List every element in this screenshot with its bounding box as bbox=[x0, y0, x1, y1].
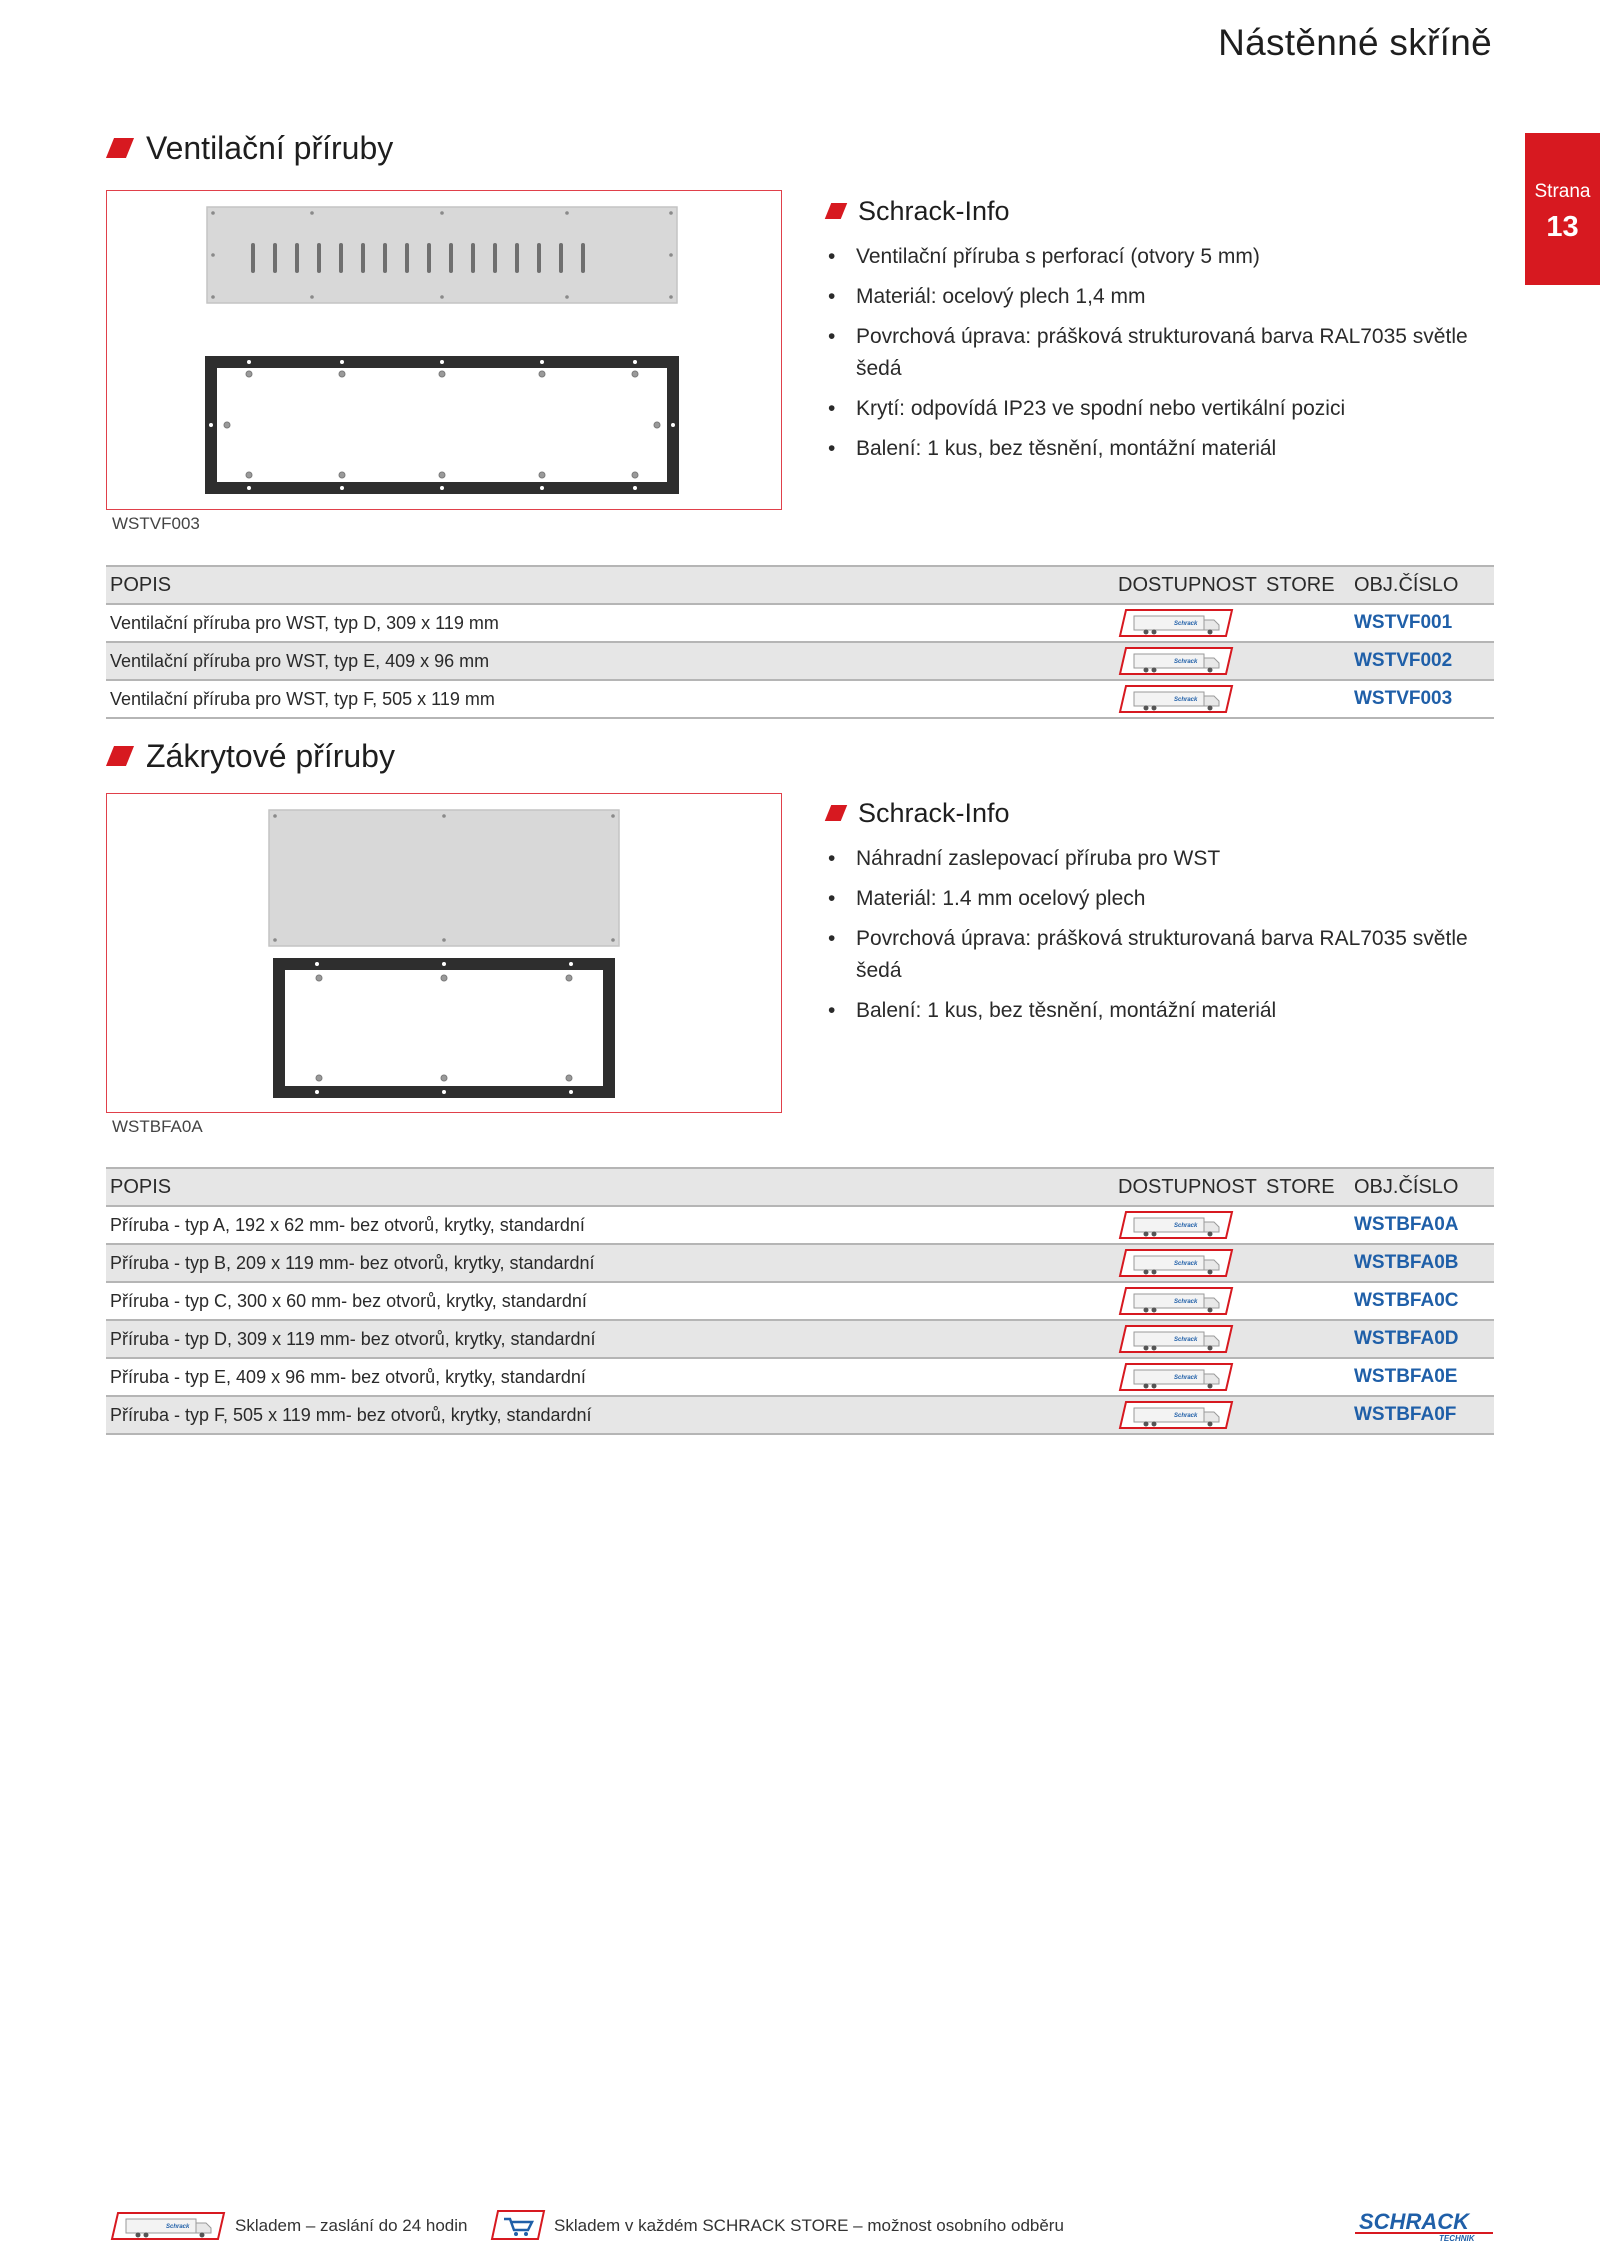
table-row bbox=[106, 680, 1494, 718]
availability-truck-icon bbox=[1114, 1320, 1262, 1358]
delivery-truck-icon bbox=[110, 2211, 226, 2241]
section-title-blanking: Zákrytové příruby bbox=[110, 738, 395, 775]
info-bullet: • Povrchová úprava: prášková strukturovaná barva RAL7035 světle šedá bbox=[856, 321, 1488, 385]
info-marker-icon bbox=[825, 203, 847, 219]
blank-flange-illustration bbox=[107, 794, 781, 1112]
column-header-description: POPIS bbox=[106, 1168, 1114, 1206]
section-marker-icon bbox=[106, 746, 134, 766]
row-description: Příruba - typ F, 505 x 119 mm- bez otvorů, krytky, standardní bbox=[106, 1396, 1114, 1434]
availability-truck-icon bbox=[1114, 604, 1262, 642]
footer-store-text: Skladem v každém SCHRACK STORE – možnost osobního odběru bbox=[554, 2216, 1064, 2235]
page-tab-number: 13 bbox=[1546, 211, 1579, 243]
row-description: Příruba - typ B, 209 x 119 mm- bez otvorů, krytky, standardní bbox=[106, 1244, 1114, 1282]
page-header-title: Nástěnné skříně bbox=[1218, 22, 1492, 63]
store-cell bbox=[1262, 1396, 1350, 1434]
vent-flange-illustration bbox=[107, 191, 781, 509]
row-description: Ventilační příruba pro WST, typ E, 409 x 96 mm bbox=[106, 642, 1114, 680]
order-number-link[interactable]: WSTBFA0A bbox=[1350, 1206, 1494, 1244]
store-cell bbox=[1262, 1358, 1350, 1396]
store-cart-icon bbox=[490, 2209, 546, 2241]
info-bullet-list bbox=[828, 241, 1488, 465]
column-header-store: STORE bbox=[1262, 566, 1350, 604]
info-title: Schrack-Info bbox=[828, 196, 1488, 227]
order-number-link[interactable]: WSTBFA0F bbox=[1350, 1396, 1494, 1434]
row-description: Příruba - typ E, 409 x 96 mm- bez otvorů, krytky, standardní bbox=[106, 1358, 1114, 1396]
info-title: Schrack-Info bbox=[828, 798, 1488, 829]
image-caption: WSTVF003 bbox=[112, 514, 200, 533]
product-table-blanking bbox=[106, 1167, 1494, 1435]
info-bullet: • Materiál: ocelový plech 1,4 mm bbox=[856, 281, 1488, 313]
column-header-availability: DOSTUPNOST bbox=[1114, 566, 1262, 604]
store-cell bbox=[1262, 642, 1350, 680]
row-description: Příruba - typ C, 300 x 60 mm- bez otvorů, krytky, standardní bbox=[106, 1282, 1114, 1320]
availability-truck-icon bbox=[1114, 1244, 1262, 1282]
order-number-link[interactable]: WSTVF002 bbox=[1350, 642, 1494, 680]
availability-truck-icon bbox=[1114, 642, 1262, 680]
info-bullet: • Krytí: odpovídá IP23 ve spodní nebo vertikální pozici bbox=[856, 393, 1488, 425]
section-title-ventilation: Ventilační příruby bbox=[110, 130, 393, 167]
store-cell bbox=[1262, 1206, 1350, 1244]
row-description: Příruba - typ A, 192 x 62 mm- bez otvorů, krytky, standardní bbox=[106, 1206, 1114, 1244]
image-caption: WSTBFA0A bbox=[112, 1117, 203, 1136]
section-marker-icon bbox=[106, 138, 134, 158]
availability-truck-icon bbox=[1114, 1358, 1262, 1396]
schrack-logo bbox=[1353, 2207, 1500, 2243]
order-number-link[interactable]: WSTVF001 bbox=[1350, 604, 1494, 642]
footer-delivery-text: Skladem – zaslání do 24 hodin bbox=[235, 2216, 468, 2235]
info-marker-icon bbox=[825, 805, 847, 821]
info-bullet: • Ventilační příruba s perforací (otvory 5 mm) bbox=[856, 241, 1488, 273]
store-cell bbox=[1262, 1244, 1350, 1282]
table-row bbox=[106, 604, 1494, 642]
svg-text:SCHRACK: SCHRACK bbox=[1359, 2209, 1469, 2234]
order-number-link[interactable]: WSTBFA0D bbox=[1350, 1320, 1494, 1358]
availability-truck-icon bbox=[1114, 1282, 1262, 1320]
table-row bbox=[106, 1358, 1494, 1396]
column-header-order-number: OBJ.ČÍSLO bbox=[1350, 566, 1494, 604]
order-number-link[interactable]: WSTVF003 bbox=[1350, 680, 1494, 718]
store-cell bbox=[1262, 680, 1350, 718]
table-row bbox=[106, 1282, 1494, 1320]
column-header-description: POPIS bbox=[106, 566, 1114, 604]
schrack-info-ventilation bbox=[828, 196, 1488, 473]
order-number-link[interactable]: WSTBFA0C bbox=[1350, 1282, 1494, 1320]
product-image-blanking-flange bbox=[106, 793, 782, 1113]
table-row bbox=[106, 1206, 1494, 1244]
availability-truck-icon bbox=[1114, 1206, 1262, 1244]
info-bullet: • Balení: 1 kus, bez těsnění, montážní materiál bbox=[856, 433, 1488, 465]
order-number-link[interactable]: WSTBFA0B bbox=[1350, 1244, 1494, 1282]
store-cell bbox=[1262, 604, 1350, 642]
product-table-ventilation bbox=[106, 565, 1494, 719]
row-description: Ventilační příruba pro WST, typ D, 309 x 119 mm bbox=[106, 604, 1114, 642]
column-header-availability: DOSTUPNOST bbox=[1114, 1168, 1262, 1206]
store-cell bbox=[1262, 1320, 1350, 1358]
row-description: Ventilační příruba pro WST, typ F, 505 x 119 mm bbox=[106, 680, 1114, 718]
page-footer bbox=[110, 2205, 1500, 2245]
order-number-link[interactable]: WSTBFA0E bbox=[1350, 1358, 1494, 1396]
table-row bbox=[106, 1396, 1494, 1434]
schrack-info-blanking bbox=[828, 798, 1488, 1035]
info-bullet: • Balení: 1 kus, bez těsnění, montážní materiál bbox=[856, 995, 1488, 1027]
column-header-order-number: OBJ.ČÍSLO bbox=[1350, 1168, 1494, 1206]
info-bullet: • Náhradní zaslepovací příruba pro WST bbox=[856, 843, 1488, 875]
info-bullet: • Povrchová úprava: prášková strukturovaná barva RAL7035 světle šedá bbox=[856, 923, 1488, 987]
store-cell bbox=[1262, 1282, 1350, 1320]
page-number-tab bbox=[1525, 133, 1600, 285]
info-bullet: • Materiál: 1.4 mm ocelový plech bbox=[856, 883, 1488, 915]
table-row bbox=[106, 1244, 1494, 1282]
product-image-ventilation-flange bbox=[106, 190, 782, 510]
availability-truck-icon bbox=[1114, 1396, 1262, 1434]
table-header-row bbox=[106, 566, 1494, 604]
table-row bbox=[106, 642, 1494, 680]
svg-text:TECHNIK: TECHNIK bbox=[1439, 2234, 1475, 2243]
table-row bbox=[106, 1320, 1494, 1358]
page-tab-label: Strana bbox=[1534, 181, 1591, 202]
availability-truck-icon bbox=[1114, 680, 1262, 718]
info-bullet-list bbox=[828, 843, 1488, 1027]
row-description: Příruba - typ D, 309 x 119 mm- bez otvorů, krytky, standardní bbox=[106, 1320, 1114, 1358]
column-header-store: STORE bbox=[1262, 1168, 1350, 1206]
table-header-row bbox=[106, 1168, 1494, 1206]
